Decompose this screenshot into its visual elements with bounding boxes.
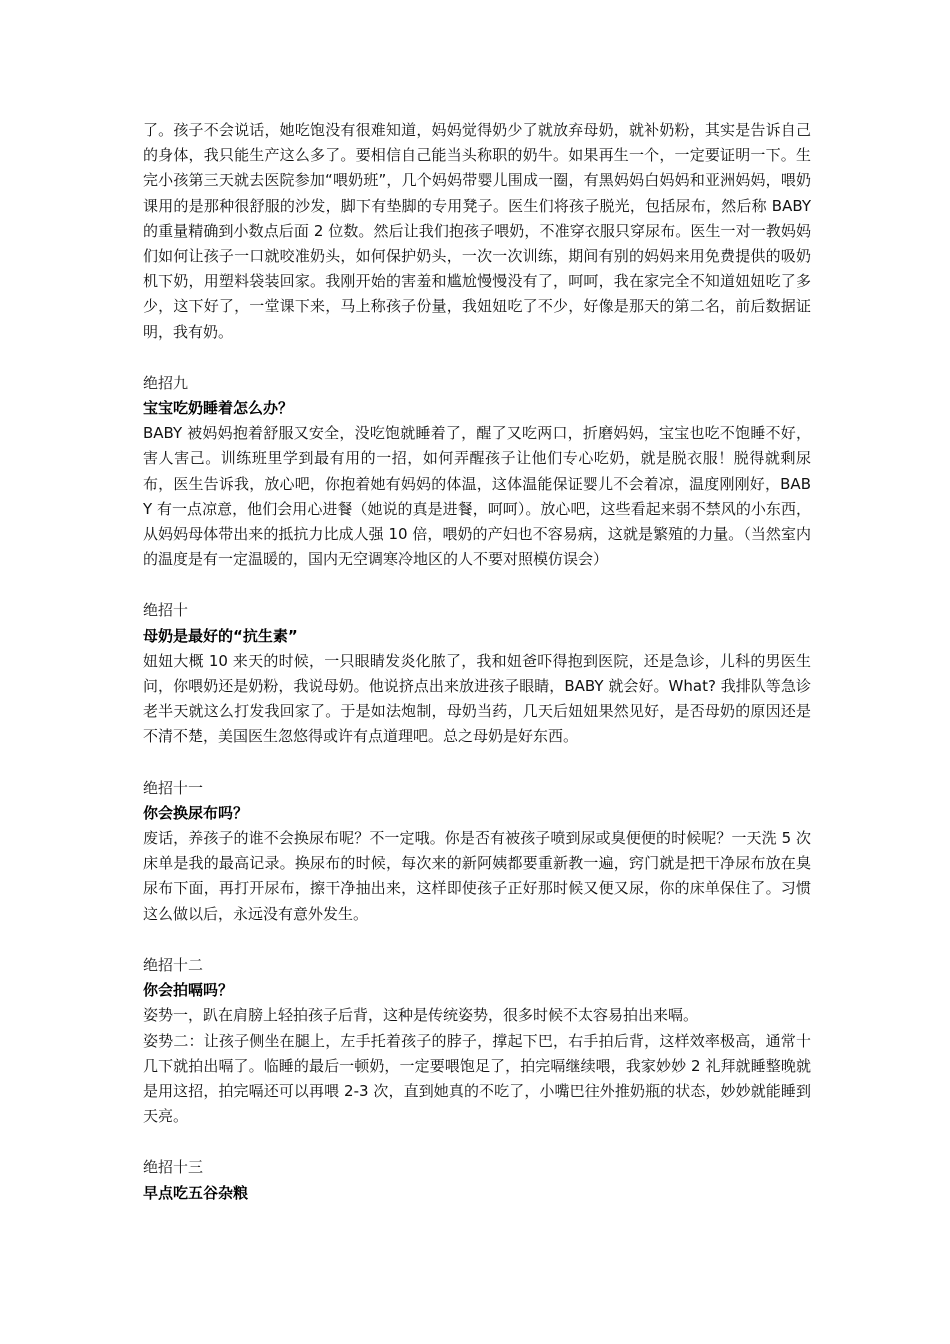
section-title: 你会换尿布吗？ <box>143 803 249 822</box>
section-label: 绝招十 <box>143 601 189 620</box>
section-paragraph: BABY 被妈妈抱着舒服又安全，没吃饱就睡着了，醒了又吃两口，折磨妈妈，宝宝也吃不饱睡不好，害人害己。训练班里学到最有用的一招，如何弄醒孩子让他们专心吃奶，就是脱衣服！脱得就剩尿布，医生告诉我，放心吧，你抱着她有妈妈的体温，这体温能保证婴儿不会着凉，温度刚刚好，BABY 有一点凉意，他们会用心进餐（她说的真是进餐，呵呵）。放心吧，这些看起来弱不禁风的小东西，从妈妈母体带出来的抵抗力比成人强 10 倍，喂奶的产妇也不容易病，这就是繁殖的力量。（当然室内的温度是有一定温暖的，国内无空调寒冷地区的人不要对照模仿误会） <box>143 424 811 569</box>
section-title: 母奶是最好的“抗生素” <box>143 626 298 645</box>
section-label: 绝招十三 <box>143 1158 204 1177</box>
section-label: 绝招十一 <box>143 778 204 797</box>
section-tip-9 <box>143 371 811 573</box>
section-tip-10 <box>143 598 811 749</box>
document-page <box>143 118 811 1206</box>
section-tip-12 <box>143 953 811 1129</box>
section-title: 宝宝吃奶睡着怎么办？ <box>143 399 294 418</box>
section-paragraph: 废话，养孩子的谁不会换尿布呢？不一定哦。你是否有被孩子喷到尿或臭便便的时候呢？一天洗 5 次床单是我的最高记录。换尿布的时候，每次来的新阿姨都要重新教一遍，窍门就是把干净尿布放在臭尿布下面，再打开尿布，擦干净抽出来，这样即使孩子正好那时候又便又尿，你的床单保住了。习惯这么做以后，永远没有意外发生。 <box>143 829 811 923</box>
section-paragraph: 妞妞大概 10 来天的时候，一只眼睛发炎化脓了，我和妞爸吓得抱到医院，还是急诊，儿科的男医生问，你喂奶还是奶粉，我说母奶。他说挤点出来放进孩子眼睛，BABY 就会好。What? 我排队等急诊老半天就这么打发我回家了。于是如法炮制，母奶当药，几天后妞妞果然见好，是否母奶的原因还是不清不楚，美国医生忽悠得或许有点道理吧。总之母奶是好东西。 <box>143 651 811 746</box>
section-paragraph: 姿势二：让孩子侧坐在腿上，左手托着孩子的脖子，撑起下巴，右手拍后背，这样效率极高，通常十几下就拍出嗝了。临睡的最后一顿奶，一定要喂饱足了，拍完嗝继续喂，我家妙妙 2 礼拜就睡整晚就是用这招，拍完嗝还可以再喂 2-3 次，直到她真的不吃了，小嘴巴往外推奶瓶的状态，妙妙就能睡到天亮。 <box>143 1031 811 1126</box>
section-paragraph: 姿势一，趴在肩膀上轻拍孩子后背，这种是传统姿势，很多时候不太容易拍出来嗝。 <box>143 1006 699 1025</box>
intro-paragraph: 了。孩子不会说话，她吃饱没有很难知道，妈妈觉得奶少了就放弃母奶，就补奶粉，其实是告诉自己的身体，我只能生产这么多了。要相信自己能当头称职的奶牛。如果再生一个，一定要证明一下。生完小孩第三天就去医院参加“喂奶班”，几个妈妈带婴儿围成一圈，有黑妈妈白妈妈和亚洲妈妈，喂奶课用的是那种很舒服的沙发，脚下有垫脚的专用凳子。医生们将孩子脱光，包括尿布，然后称 BABY 的重量精确到小数点后面 2 位数。然后让我们抱孩子喂奶，不准穿衣服只穿尿布。医生一对一教妈妈们如何让孩子一口就咬准奶头，如何保护奶头，一次一次训练，期间有别的妈妈来用免费提供的吸奶机下奶，用塑料袋装回家。我刚开始的害羞和尴尬慢慢没有了，呵呵，我在家完全不知道妞妞吃了多少，这下好了，一堂课下来，马上称孩子份量，我妞妞吃了不少，好像是那天的第二名，前后数据证明，我有奶。 <box>143 121 811 341</box>
section-label: 绝招十二 <box>143 955 204 974</box>
section-label: 绝招九 <box>143 373 189 392</box>
section-title: 早点吃五谷杂粮 <box>143 1183 249 1202</box>
section-tip-11 <box>143 776 811 927</box>
section-tip-13 <box>143 1155 811 1205</box>
section-title: 你会拍嗝吗？ <box>143 981 234 1000</box>
